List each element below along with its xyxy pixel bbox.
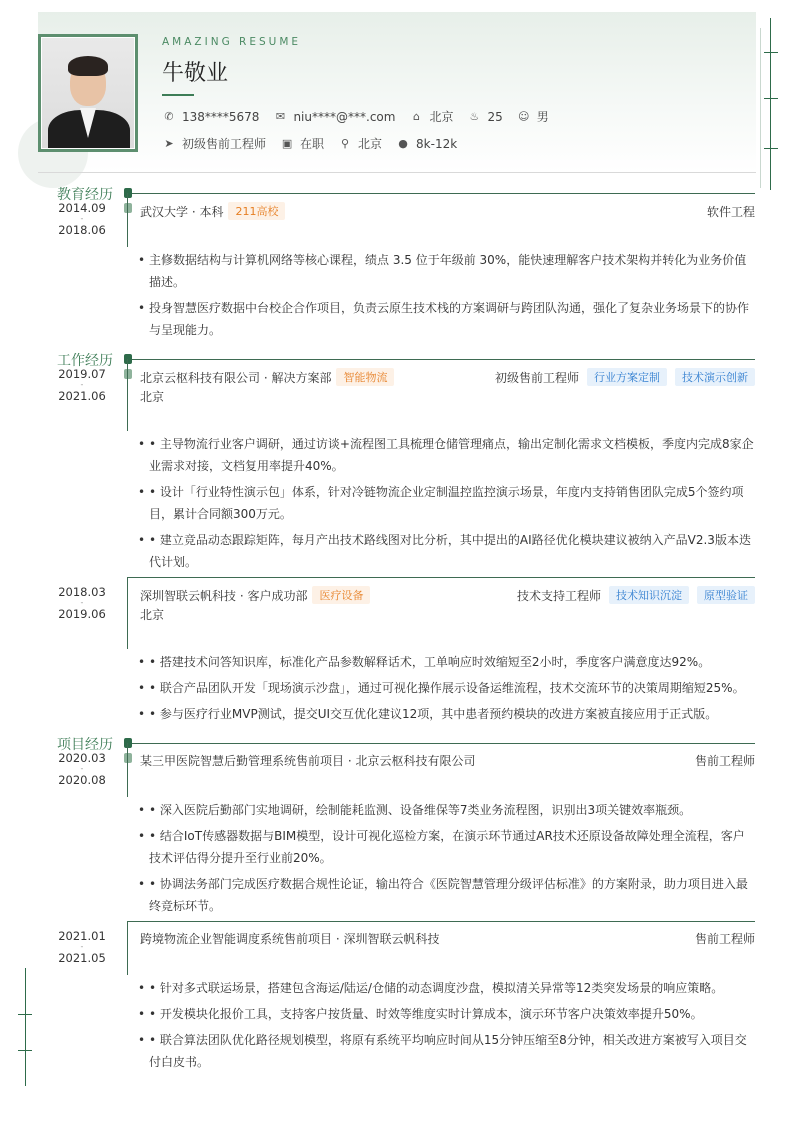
decorative-line-right xyxy=(770,18,771,190)
industry-tag: 医疗设备 xyxy=(312,586,370,604)
work-bullets xyxy=(138,433,756,577)
work-row xyxy=(140,368,755,386)
home-icon: ⌂ xyxy=(412,110,420,123)
project-name: 跨境物流企业智能调度系统售前项目 · 深圳智联云帆科技 xyxy=(140,932,440,946)
salary-text: 8k-12k xyxy=(416,136,458,151)
entry-node xyxy=(124,369,132,379)
section-node xyxy=(124,354,132,364)
list-item: • • 联合算法团队优化路径规划模型，将原有系统平均响应时间从15分钟压缩至8分钟，相关改进方案被写入项目交付白皮书。 xyxy=(138,1033,747,1069)
work-bullets xyxy=(138,651,756,729)
date-range: 2020.03 - 2020.08 xyxy=(58,751,106,787)
list-item: • • 设计「行业特性演示包」体系，针对冷链物流企业定制温控监控演示场景，年度内支持销售团队完成5个签约项目，累计合同额300万元。 xyxy=(138,485,744,521)
decorative-line-left xyxy=(25,968,26,1086)
company-name: 深圳智联云帆科技 · 客户成功部 xyxy=(140,588,308,603)
decorative-tick xyxy=(764,148,778,149)
list-item: • • 深入医院后勤部门实地调研，绘制能耗监测、设备维保等7类业务流程图，识别出3项关键效率瓶颈。 xyxy=(138,803,692,817)
profile-photo xyxy=(38,34,138,152)
school-name: 武汉大学 · 本科 xyxy=(140,204,224,219)
entry-divider xyxy=(128,577,755,578)
phone-icon: ✆ xyxy=(164,110,174,123)
briefcase-icon: ▣ xyxy=(281,137,293,150)
work-row xyxy=(140,586,755,604)
list-item: • • 主导物流行业客户调研，通过访谈+流程图工具梳理仓储管理痛点，输出定制化需求文档模板，季度内完成8家企业需求对接，文档复用率提升40%。 xyxy=(138,437,754,473)
entry-node xyxy=(124,753,132,763)
name-underline xyxy=(162,94,194,96)
work-location: 北京 xyxy=(140,608,165,622)
list-item: • 投身智慧医疗数据中台校企合作项目，负责云原生技术栈的方案调研与跨团队沟通，强化了复杂业务场景下的协作与呈现能力。 xyxy=(138,301,750,337)
resume-brand: AMAZING RESUME xyxy=(162,36,302,48)
list-item: • • 结合IoT传感器数据与BIM模型，设计可视化巡检方案，在演示环节通过AR技术还原设备故障处理全流程，客户技术评估得分提升至行业前20%。 xyxy=(138,829,745,865)
list-item: • • 建立竞品动态跟踪矩阵，每月产出技术路线图对比分析，其中提出的AI路径优化模块建议被纳入产品V2.3版本迭代计划。 xyxy=(138,533,751,569)
list-item: • • 协调法务部门完成医疗数据合规性论证，输出符合《医院智慧管理分级评估标准》的方案附录，助力项目进入最终竞标环节。 xyxy=(138,877,748,913)
cake-icon: ♨ xyxy=(469,110,480,123)
education-bullets xyxy=(138,249,756,345)
header-divider xyxy=(38,172,756,173)
money-icon: ● xyxy=(398,137,408,150)
decorative-tick xyxy=(18,1050,32,1051)
section-title-projects: 项目经历 xyxy=(57,737,113,753)
role-text: 初级售前工程师 xyxy=(494,370,579,385)
decorative-tick xyxy=(764,98,778,99)
section-node xyxy=(124,188,132,198)
list-item: • • 搭建技术问答知识库，标准化产品参数解释话术，工单响应时效缩短至2小时，季度客户满意度达92%。 xyxy=(138,655,711,669)
project-name: 某三甲医院智慧后勤管理系统售前项目 · 北京云枢科技有限公司 xyxy=(140,754,476,768)
section-divider xyxy=(128,359,755,360)
send-icon: ➤ xyxy=(164,137,174,150)
company-name: 北京云枢科技有限公司 · 解决方案部 xyxy=(140,370,332,385)
role-text: 技术支持工程师 xyxy=(516,588,601,603)
skill-tag: 技术知识沉淀 xyxy=(609,586,689,604)
age-text: 25 xyxy=(487,109,503,124)
date-range: 2019.07 - 2021.06 xyxy=(58,367,106,403)
major-text: 软件工程 xyxy=(706,204,755,219)
section-title-education: 教育经历 xyxy=(57,187,113,203)
project-row xyxy=(140,752,755,769)
job-intent-row xyxy=(162,135,471,152)
list-item: • • 参与医疗行业MVP测试，提交UI交互优化建议12项，其中患者预约模块的改进方案被直接应用于正式版。 xyxy=(138,707,718,721)
timeline-line xyxy=(127,577,128,649)
phone-text: 138****5678 xyxy=(182,109,260,124)
role-text: 售前工程师 xyxy=(694,754,755,768)
project-bullets xyxy=(138,977,756,1077)
decorative-tick xyxy=(764,52,778,53)
date-range: 2021.01 - 2021.05 xyxy=(58,929,106,965)
industry-tag: 智能物流 xyxy=(336,368,394,386)
timeline-line xyxy=(127,193,128,247)
contact-info-row xyxy=(162,108,563,125)
section-title-work: 工作经历 xyxy=(57,353,113,369)
date-range: 2018.03 - 2019.06 xyxy=(58,585,106,621)
list-item: • 主修数据结构与计算机网络等核心课程，绩点 3.5 位于年级前 30%，能快速理解客户技术架构并转化为业务价值描述。 xyxy=(138,253,747,289)
list-item: • • 开发模块化报价工具，支持客户按货量、时效等维度实时计算成本，演示环节客户决策效率提升50%。 xyxy=(138,1007,703,1021)
project-row xyxy=(140,930,755,947)
decorative-line-right-light xyxy=(760,28,761,188)
school-tag: 211高校 xyxy=(228,202,285,220)
candidate-name: 牛敬业 xyxy=(162,61,229,86)
target-title-text: 初级售前工程师 xyxy=(182,137,267,151)
skill-tag: 技术演示创新 xyxy=(675,368,755,386)
email-text: niu****@***.com xyxy=(293,109,396,124)
role-text: 售前工程师 xyxy=(694,932,755,946)
target-city-text: 北京 xyxy=(358,137,383,151)
skill-tag: 原型验证 xyxy=(697,586,755,604)
location-pin-icon: ⚲ xyxy=(341,137,350,150)
email-icon: ✉ xyxy=(275,110,286,123)
entry-divider xyxy=(128,921,755,922)
list-item: • • 针对多式联运场景，搭建包含海运/陆运/仓储的动态调度沙盘，模拟清关异常等12类突发场景的响应策略。 xyxy=(138,981,724,995)
project-bullets xyxy=(138,799,756,921)
date-range: 2014.09 - 2018.06 xyxy=(58,201,106,237)
work-location: 北京 xyxy=(140,390,165,404)
timeline-line xyxy=(127,743,128,797)
section-divider xyxy=(128,193,755,194)
decorative-tick xyxy=(18,1014,32,1015)
entry-node xyxy=(124,203,132,213)
city-text: 北京 xyxy=(429,110,454,124)
list-item: • • 联合产品团队开发「现场演示沙盘」，通过可视化操作展示设备运维流程，技术交流环节的决策周期缩短25%。 xyxy=(138,681,745,695)
gender-icon: ☺ xyxy=(518,110,530,123)
gender-text: 男 xyxy=(536,110,549,124)
timeline-line xyxy=(127,921,128,975)
skill-tag: 行业方案定制 xyxy=(587,368,667,386)
section-node xyxy=(124,738,132,748)
status-text: 在职 xyxy=(300,137,325,151)
education-row xyxy=(140,202,755,220)
timeline-line xyxy=(127,359,128,431)
section-divider xyxy=(128,743,755,744)
